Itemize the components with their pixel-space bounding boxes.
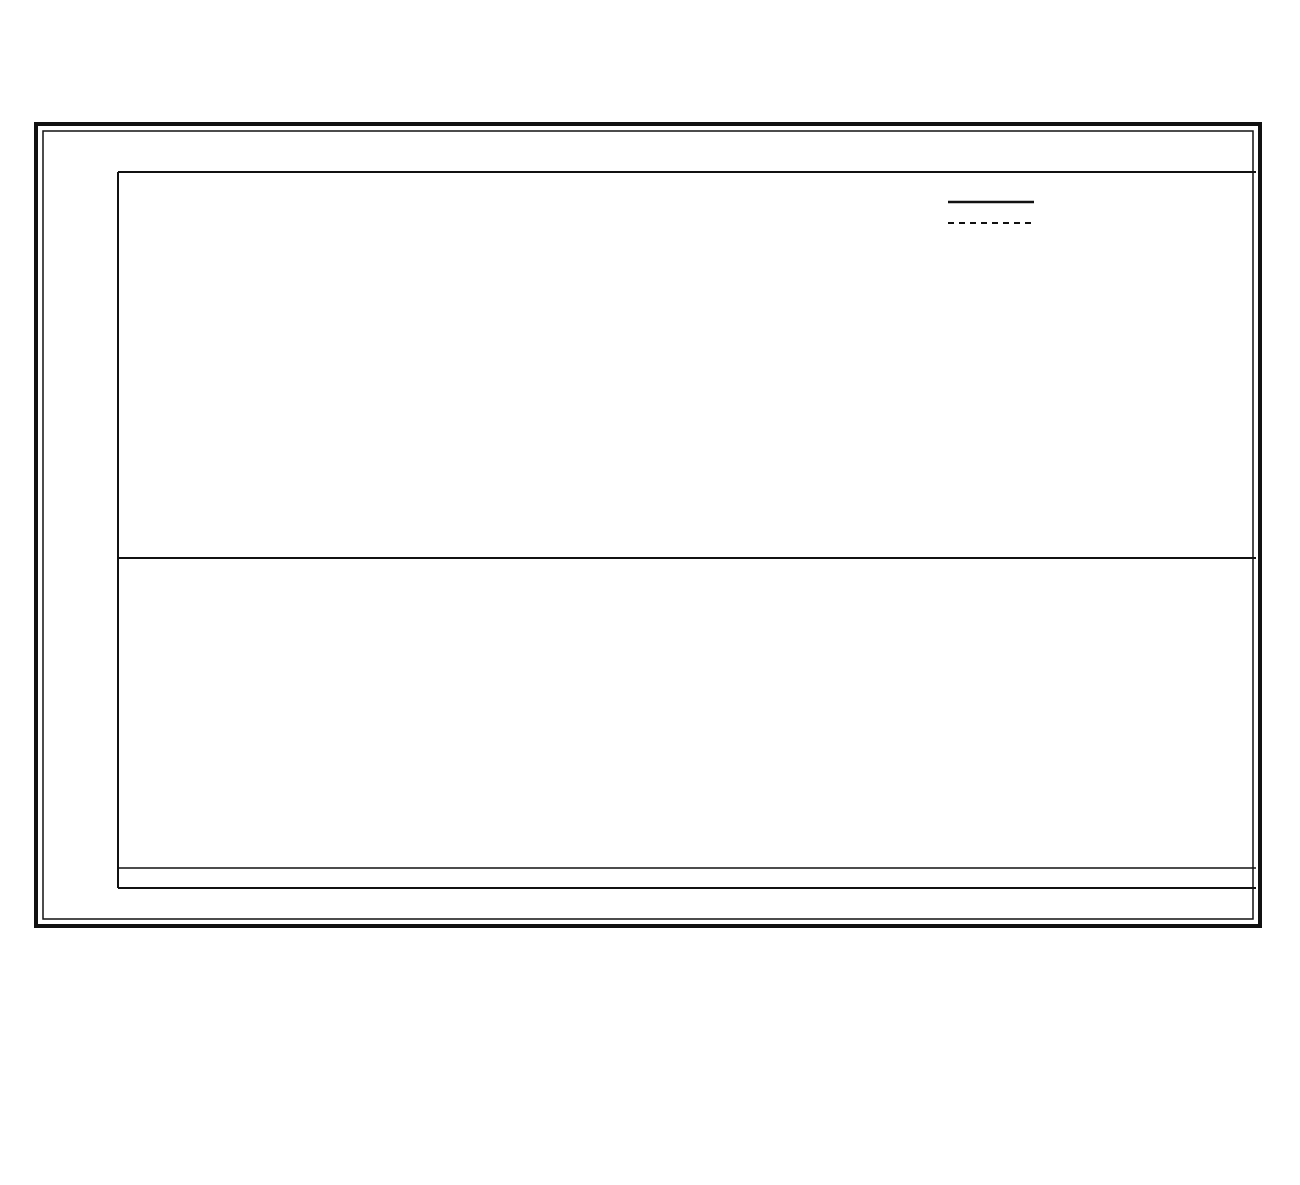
figure-outer-border: [36, 124, 1260, 926]
weekly-rates-panel: [948, 202, 1034, 223]
figure-inner-border: [43, 131, 1253, 919]
